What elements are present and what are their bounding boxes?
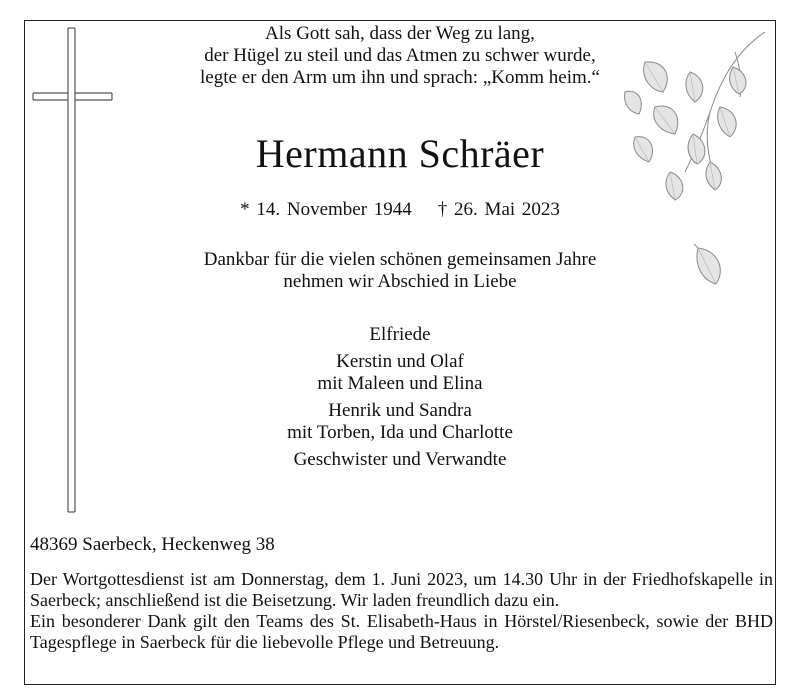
family-group-2 — [100, 400, 700, 444]
family-group-2-line-1: Henrik und Sandra — [328, 400, 472, 421]
relatives: Geschwister und Verwandte — [293, 449, 507, 470]
funeral-notice — [30, 569, 773, 653]
motto-line-2: der Hügel zu steil und das Atmen zu schwer wurde, — [204, 45, 596, 66]
family-signatures — [100, 324, 700, 476]
death-date: † 26. Mai 2023 — [437, 199, 560, 220]
thanks-line-2: nehmen wir Abschied in Liebe — [283, 271, 517, 292]
deceased-name: Hermann Schräer — [255, 131, 545, 176]
life-dates — [100, 198, 700, 222]
family-group-1-line-1: Kerstin und Olaf — [336, 351, 464, 372]
motto-line-3: legte er den Arm um ihn und sprach: „Komm heim.“ — [200, 67, 600, 88]
family-group-1-line-2: mit Maleen und Elina — [317, 373, 483, 394]
gratitude-notice: Ein besonderer Dank gilt den Teams des St. Elisabeth-Haus in Hörstel/Riesenbeck, sowie der BHD Tagespflege in Saerbeck für die liebevolle Pflege und Betreuung. — [30, 611, 773, 652]
family-address: 48369 Saerbeck, Heckenweg 38 — [30, 534, 275, 555]
family-group-1 — [100, 351, 700, 395]
thanks-message — [100, 249, 700, 293]
service-notice: Der Wortgottesdienst ist am Donnerstag, dem 1. Juni 2023, um 14.30 Uhr in der Friedhofskapelle in Saerbeck; anschließend ist die Beisetzung. Wir laden freundlich dazu ein. — [30, 569, 773, 610]
motto-line-1: Als Gott sah, dass der Weg zu lang, — [265, 23, 535, 44]
thanks-line-1: Dankbar für die vielen schönen gemeinsamen Jahre — [203, 249, 597, 270]
birth-date: * 14. November 1944 — [240, 199, 412, 220]
spouse-name: Elfriede — [369, 324, 431, 345]
motto-verse — [100, 23, 700, 89]
family-group-2-line-2: mit Torben, Ida und Charlotte — [287, 422, 513, 443]
